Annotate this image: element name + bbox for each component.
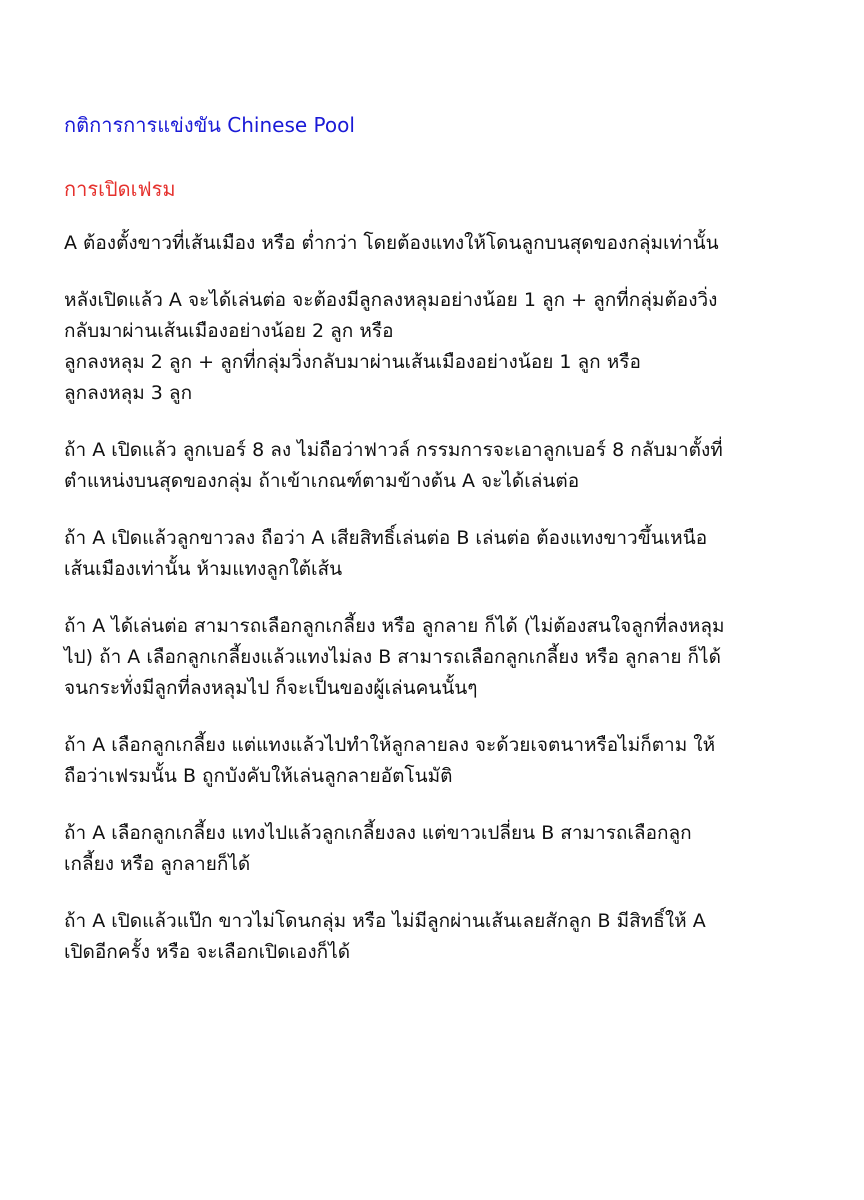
document-title: กติการการแข่งขัน Chinese Pool (64, 113, 355, 137)
document-page (64, 110, 804, 994)
rule-line: ตำแหน่งบนสุดของกลุ่ม ถ้าเข้าเกณฑ์ตามข้างต้น A จะได้เล่นต่อ (64, 470, 580, 492)
rule-paragraph (64, 523, 804, 585)
rule-paragraph (64, 228, 804, 259)
rule-paragraph (64, 611, 804, 704)
rule-paragraph (64, 435, 804, 497)
rules-list (64, 228, 804, 968)
rule-line: จนกระทั่งมีลูกที่ลงหลุมไป ก็จะเป็นของผู้เล่นคนนั้นๆ (64, 677, 478, 699)
rule-paragraph (64, 818, 804, 880)
rule-line: กลับมาผ่านเส้นเมืองอย่างน้อย 2 ลูก หรือ (64, 320, 394, 342)
section-heading: การเปิดเฟรม (64, 177, 176, 201)
rule-line: ลูกลงหลุม 2 ลูก + ลูกที่กลุ่มวิ่งกลับมาผ่านเส้นเมืองอย่างน้อย 1 ลูก หรือ (64, 351, 641, 373)
rule-line: เส้นเมืองเท่านั้น ห้ามแทงลูกใต้เส้น (64, 558, 343, 580)
rule-line: เปิดอีกครั้ง หรือ จะเลือกเปิดเองก็ได้ (64, 941, 351, 963)
rule-line: ถ้า A เปิดแล้ว ลูกเบอร์ 8 ลง ไม่ถือว่าฟาวล์ กรรมการจะเอาลูกเบอร์ 8 กลับมาตั้งที่ (64, 439, 723, 461)
rule-paragraph (64, 285, 804, 409)
rule-paragraph (64, 906, 804, 968)
rule-line: ไป) ถ้า A เลือกลูกเกลี้ยงแล้วแทงไม่ลง B สามารถเลือกลูกเกลี้ยง หรือ ลูกลาย ก็ได้ (64, 646, 721, 668)
rule-line: ลูกลงหลุม 3 ลูก (64, 382, 193, 404)
rule-line: ถ้า A เปิดแล้วลูกขาวลง ถือว่า A เสียสิทธิ์เล่นต่อ B เล่นต่อ ต้องแทงขาวขึ้นเหนือ (64, 527, 708, 549)
rule-line: ถือว่าเฟรมนั้น B ถูกบังคับให้เล่นลูกลายอัตโนมัติ (64, 765, 453, 787)
rule-line: หลังเปิดแล้ว A จะได้เล่นต่อ จะต้องมีลูกลงหลุมอย่างน้อย 1 ลูก + ลูกที่กลุ่มต้องวิ่ง (64, 289, 718, 311)
rule-line: ถ้า A เปิดแล้วแป๊ก ขาวไม่โดนกลุ่ม หรือ ไม่มีลูกผ่านเส้นเลยสักลูก B มีสิทธิ์ให้ A (64, 910, 706, 932)
rule-line: ถ้า A ได้เล่นต่อ สามารถเลือกลูกเกลี้ยง หรือ ลูกลาย ก็ได้ (ไม่ต้องสนใจลูกที่ลงหลุม (64, 615, 725, 637)
rule-line: ถ้า A เลือกลูกเกลี้ยง แต่แทงแล้วไปทำให้ลูกลายลง จะด้วยเจตนาหรือไม่ก็ตาม ให้ (64, 734, 716, 756)
rule-paragraph (64, 730, 804, 792)
rule-line: ถ้า A เลือกลูกเกลี้ยง แทงไปแล้วลูกเกลี้ยงลง แต่ขาวเปลี่ยน B สามารถเลือกลูก (64, 822, 692, 844)
rule-line: A ต้องตั้งขาวที่เส้นเมือง หรือ ต่ำกว่า โดยต้องแทงให้โดนลูกบนสุดของกลุ่มเท่านั้น (64, 232, 719, 254)
rule-line: เกลี้ยง หรือ ลูกลายก็ได้ (64, 853, 251, 875)
